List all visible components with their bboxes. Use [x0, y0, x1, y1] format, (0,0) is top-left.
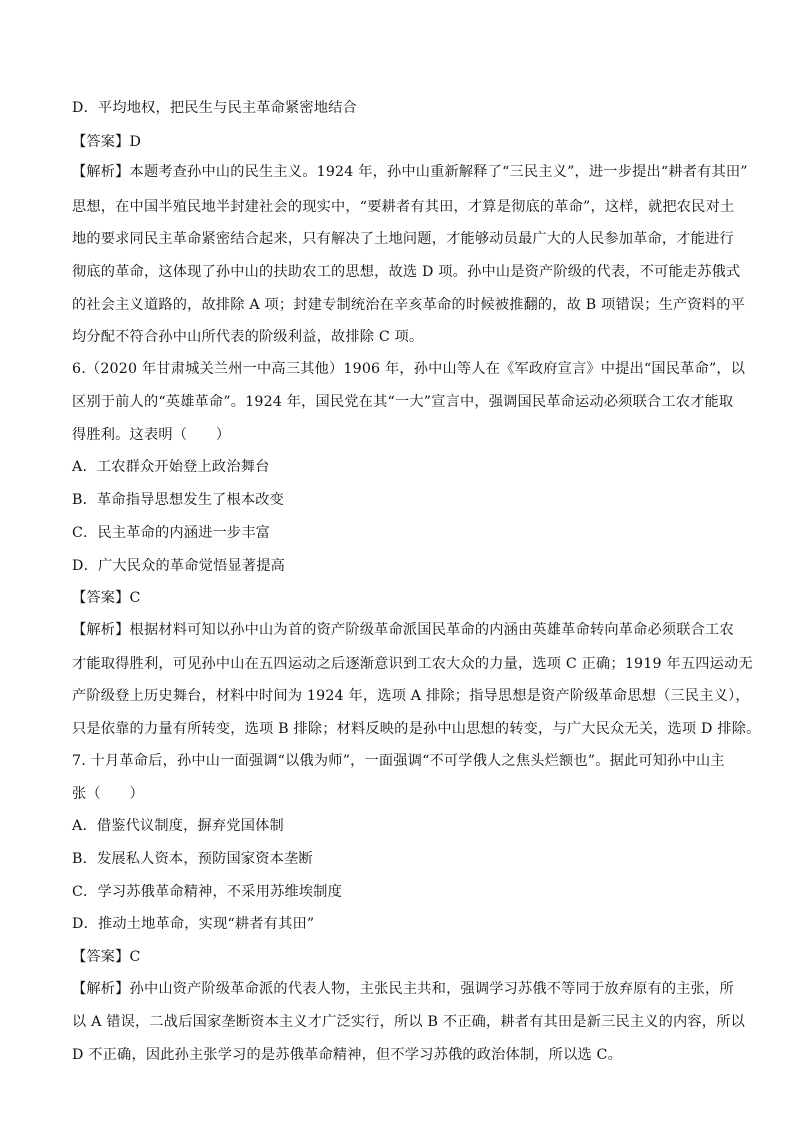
- q7-analysis-line: 以 A 错误，二战后国家垄断资本主义才广泛实行，所以 B 不正确，耕者有其田是新三民主义的内容，所以: [72, 1014, 745, 1030]
- q6-analysis-line: 【解析】根据材料可知以孙中山为首的资产阶级革命派国民革命的内涵由英雄革命转向革命必须联合工农: [72, 622, 734, 638]
- q6-answer: 【答案】C: [72, 590, 141, 606]
- q6-option-a: A．工农群众开始登上政治舞台: [72, 459, 270, 475]
- q6-stem-line: 得胜利。这表明（ ）: [72, 427, 231, 443]
- q7-option-a: A．借鉴代议制度，摒弃党国体制: [72, 818, 284, 834]
- q5-answer: 【答案】D: [72, 134, 142, 150]
- q6-option-c: C．民主革命的内涵进一步丰富: [72, 525, 271, 541]
- q7-option-b: B．发展私人资本，预防国家资本垄断: [72, 851, 313, 867]
- q7-answer: 【答案】C: [72, 949, 141, 965]
- q6-stem-line: 6.（2020 年甘肃城关兰州一中高三其他）1906 年，孙中山等人在《军政府宣言》中提出“国民革命”，以: [72, 361, 746, 377]
- q5-analysis-line: 均分配不符合孙中山所代表的阶级利益，故排除 C 项。: [72, 329, 424, 345]
- q5-analysis-line: 思想，在中国半殖民地半封建社会的现实中，“要耕者有其田，才算是彻底的革命”，这样，就把农民对土: [72, 199, 735, 215]
- q7-option-c: C．学习苏俄革命精神，不采用苏维埃制度: [72, 884, 343, 900]
- q6-stem-line: 区别于前人的“英雄革命”。1924 年，国民党在其“一大”宣言中，强调国民革命运动必须联合工农才能取: [72, 394, 734, 410]
- q6-analysis-line: 产阶级登上历史舞台，材料中时间为 1924 年，选项 A 排除；指导思想是资产阶级革命思想（三民主义），: [72, 688, 750, 704]
- q6-analysis-line: 只是依靠的力量有所转变，选项 B 排除；材料反映的是孙中山思想的转变，与广大民众无关，选项 D 排除。: [72, 721, 761, 737]
- q5-option-d: D．平均地权，把民生与民主革命紧密地结合: [72, 100, 357, 116]
- q5-analysis-line: 【解析】本题考查孙中山的民生主义。1924 年，孙中山重新解释了“三民主义”，进一步提出“耕者有其田”: [72, 164, 748, 180]
- q5-analysis-line: 地的要求同民主革命紧密结合起来，只有解决了土地问题，才能够动员最广大的人民参加革命，才能进行: [72, 231, 734, 247]
- q7-stem-line: 7. 十月革命后，孙中山一面强调“以俄为师”，一面强调“不可学俄人之焦头烂额也”。据此可知孙中山主: [72, 753, 725, 769]
- q7-analysis-line: D 不正确，因此孙主张学习的是苏俄革命精神，但不学习苏俄的政治体制，所以选 C。: [72, 1047, 623, 1063]
- q6-option-d: D．广大民众的革命觉悟显著提高: [72, 558, 286, 574]
- q7-option-d: D．推动土地革命，实现“耕者有其田”: [72, 916, 315, 932]
- q5-analysis-line: 彻底的革命，这体现了孙中山的扶助农工的思想，故选 D 项。孙中山是资产阶级的代表，不可能走苏俄式: [72, 264, 741, 280]
- q7-stem-line: 张（ ）: [72, 786, 144, 802]
- q6-analysis-line: 才能取得胜利，可见孙中山在五四运动之后逐渐意识到工农大众的力量，选项 C 正确；1919 年五四运动无: [72, 656, 753, 672]
- q5-analysis-line: 的社会主义道路的，故排除 A 项；封建专制统治在辛亥革命的时候被推翻的，故 B 项错误；生产资料的平: [72, 297, 745, 313]
- q6-option-b: B．革命指导思想发生了根本改变: [72, 492, 285, 508]
- q7-analysis-line: 【解析】孙中山资产阶级革命派的代表人物，主张民主共和，强调学习苏俄不等同于放弃原有的主张，所: [72, 981, 734, 997]
